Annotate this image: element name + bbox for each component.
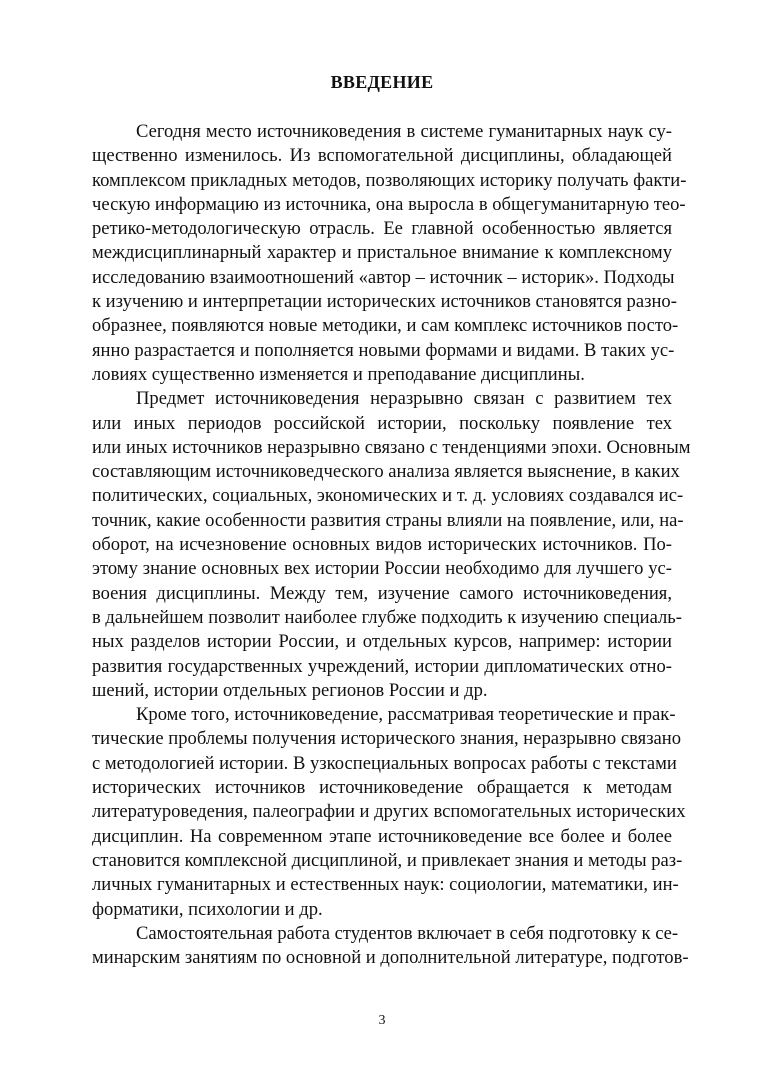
text-line: этому знание основных вех истории России необходимо для лучшего ус- [92,558,672,580]
text-line: литературоведения, палеографии и других вспомогательных исторических [92,801,686,823]
text-line: Предмет источниковедения неразрывно связан с развитием тех [136,388,672,410]
text-line: исследованию взаимоотношений «автор – источник – историк». Подходы [92,266,675,288]
body-text [92,120,691,970]
page-number: 3 [378,1013,386,1028]
text-line: личных гуманитарных и естественных наук: социологии, математики, ин- [92,874,679,896]
text-line: воения дисциплины. Между тем, изучение самого источниковедения, [92,582,672,604]
text-line: междисциплинарный характер и пристальное внимание к комплексному [92,242,672,264]
text-line: с методологией истории. В узкоспециальных вопросах работы с текстами [92,752,677,774]
text-line: ческую информацию из источника, она выросла в общегуманитарную тео- [92,193,686,215]
text-line: комплексом прикладных методов, позволяющих историку получать факти- [92,169,687,191]
page-heading: ВВЕДЕНИЕ [330,72,434,92]
text-line: форматики, психологии и др. [92,898,323,920]
text-line: оборот, на исчезновение основных видов исторических источников. По- [92,534,672,556]
text-line: минарским занятиям по основной и дополнительной литературе, подготов- [92,947,689,969]
text-line: точник, какие особенности развития страны влияли на появление, или, на- [92,509,684,531]
text-line: или иных периодов российской истории, поскольку появление тех [92,412,672,434]
text-line: тические проблемы получения исторического знания, неразрывно связано [92,728,682,750]
text-line: шений, истории отдельных регионов России и др. [92,679,488,701]
text-line: дисциплин. На современном этапе источниковедение все более и более [92,825,672,847]
text-line: Самостоятельная работа студентов включает в себя подготовку к се- [136,922,679,944]
text-line: политических, социальных, экономических и т. д. условиях создавался ис- [92,485,684,507]
text-line: составляющим источниковедческого анализа является выяснение, в каких [92,461,680,483]
text-line: ных разделов истории России, и отдельных курсов, например: истории [92,631,672,653]
text-line: развития государственных учреждений, истории дипломатических отно- [92,655,672,677]
text-line: к изучению и интерпретации исторических источников становятся разно- [92,291,677,313]
text-line: щественно изменилось. Из вспомогательной дисциплины, обладающей [92,145,672,167]
text-line: ретико-методологическую отрасль. Ее главной особенностью является [92,218,672,240]
text-line: Кроме того, источниковедение, рассматривая теоретические и прак- [136,704,676,726]
text-line: ловиях существенно изменяется и преподавание дисциплины. [92,363,585,385]
text-line: становится комплексной дисциплиной, и привлекает знания и методы раз- [92,849,683,871]
text-line: или иных источников неразрывно связано с тенденциями эпохи. Основным [92,436,691,458]
text-line: в дальнейшем позволит наиболее глубже подходить к изучению специаль- [92,606,682,628]
text-line: образнее, появляются новые методики, и сам комплекс источников посто- [92,315,679,337]
text-line: Сегодня место источниковедения в системе гуманитарных наук су- [136,121,672,142]
text-line: исторических источников источниковедение обращается к методам [92,777,672,799]
text-line: янно разрастается и пополняется новыми формами и видами. В таких ус- [92,339,675,361]
